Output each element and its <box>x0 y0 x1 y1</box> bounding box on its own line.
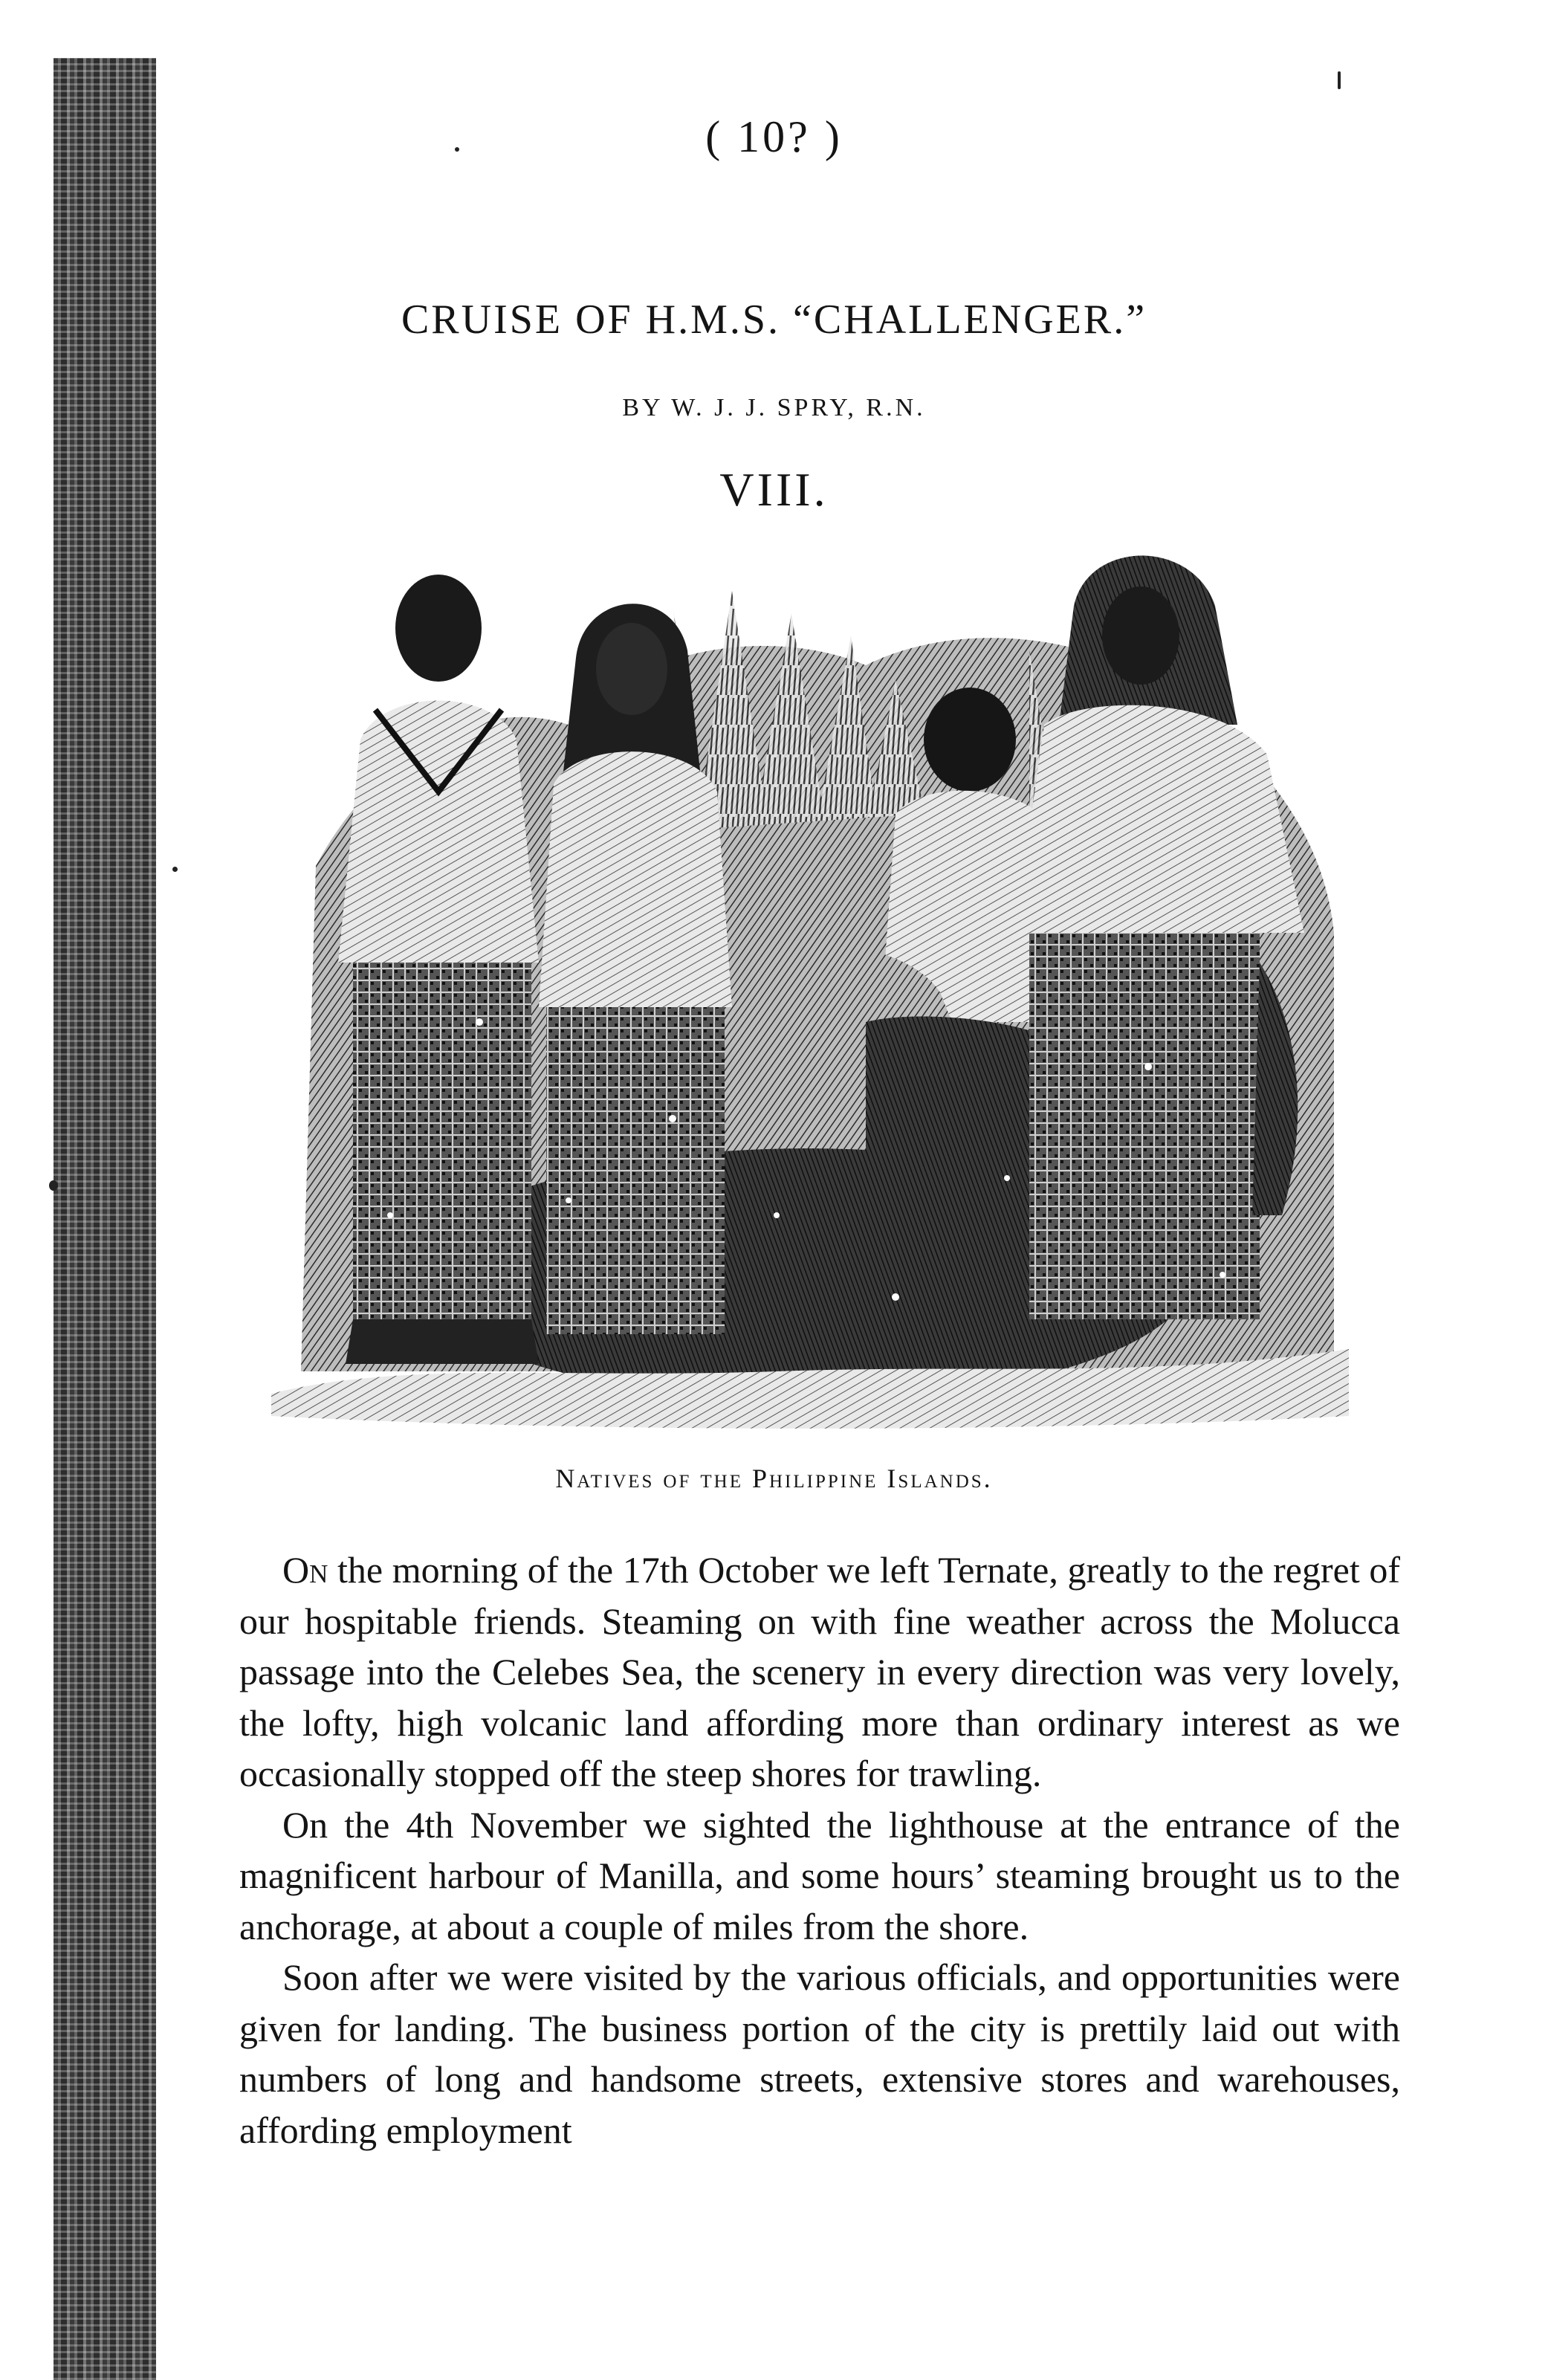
paragraph-text: the morning of the 17th October we left Ternate, greatly to the regret of our hospitable friends. Steaming on with fine weather across the Molucca passage into the Celebes Sea, the scenery in every direction was very lovely, the lofty, high volcanic land affording more than ordinary interest as we occasionally stopped off the steep shores for trawling. <box>239 1549 1400 1794</box>
illustration-caption: Natives of the Philippine Islands. <box>555 1464 993 1493</box>
paragraph <box>239 1545 1400 1799</box>
paragraph <box>239 1952 1400 2156</box>
part-number: VIII. <box>719 463 829 516</box>
paragraph-lead-word: On <box>282 1549 328 1591</box>
paragraph-text: Soon after we were visited by the various officials, and opportunities were given for landing. The business portion of the city is prettily laid out with numbers of long and handsome streets, extensive stores and warehouses, affording employment <box>239 1956 1400 2151</box>
ink-speck <box>1338 71 1341 89</box>
paragraph <box>239 1799 1400 1953</box>
article-title: CRUISE OF H.M.S. “CHALLENGER.” <box>401 297 1147 343</box>
paragraph-text: On the 4th November we sighted the lighthouse at the entrance of the magnificent harbour of Manilla, and some hours’ steaming brought us to the anchorage, at about a couple of miles from the shore. <box>239 1803 1400 1947</box>
page-number: ( 10? ) <box>705 112 843 161</box>
article-body <box>239 1545 1400 2156</box>
ink-speck <box>172 867 178 872</box>
figure-left <box>338 575 539 1364</box>
ink-speck <box>49 1180 58 1191</box>
article-byline: BY W. J. J. SPRY, R.N. <box>622 394 926 421</box>
engraving-illustration <box>256 546 1364 1438</box>
